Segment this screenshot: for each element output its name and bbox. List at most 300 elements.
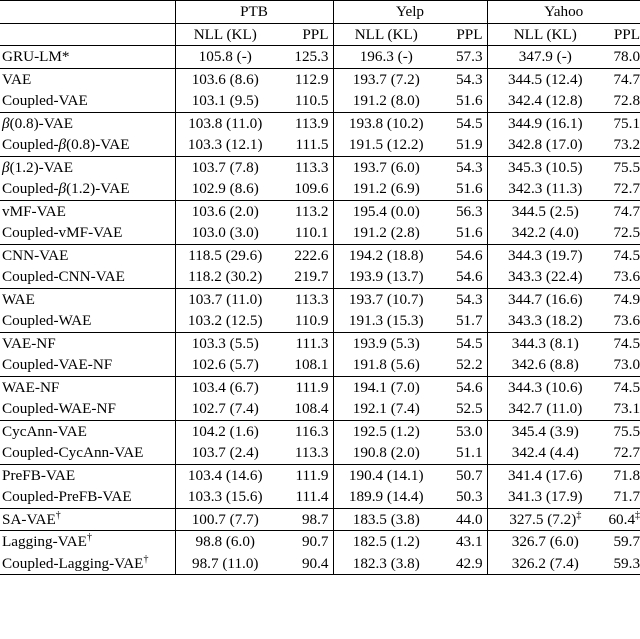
yelp-nll-cell-value: 194.2 (18.8) — [348, 246, 424, 264]
model-label: WAE — [2, 290, 35, 308]
ptb-ppl-cell — [275, 244, 333, 266]
yelp-ppl-cell-value: 51.1 — [455, 444, 483, 461]
yelp-ppl-cell — [439, 354, 487, 376]
model-name — [0, 288, 175, 310]
ptb-ppl-cell — [275, 553, 333, 575]
yahoo-ppl-cell-value: 74.7 — [613, 70, 640, 88]
model-label: CycAnn-VAE — [2, 422, 87, 440]
ptb-nll-cell — [175, 68, 275, 90]
yelp-ppl-cell-value: 51.6 — [455, 224, 483, 241]
yelp-ppl-cell — [439, 288, 487, 310]
yelp-ppl-cell — [439, 332, 487, 354]
yelp-ppl-cell — [439, 266, 487, 288]
yelp-ppl-cell — [439, 68, 487, 90]
yelp-nll-cell — [333, 68, 439, 90]
table-row — [0, 288, 640, 310]
ptb-ppl-cell-value: 110.9 — [294, 312, 329, 329]
ptb-nll-cell — [175, 244, 275, 266]
yahoo-ppl-cell — [603, 156, 640, 178]
yelp-nll-cell-value: 190.4 (14.1) — [348, 466, 424, 484]
yelp-ppl-cell-value: 43.1 — [455, 533, 483, 550]
yelp-nll-cell-value: 191.2 (6.9) — [352, 180, 420, 197]
table-row — [0, 464, 640, 486]
yahoo-ppl-cell-value: 72.7 — [613, 180, 640, 197]
ptb-nll-cell-value: 100.7 (7.7) — [191, 510, 259, 528]
yahoo-nll-cell-value: 342.2 (4.0) — [511, 224, 579, 241]
yahoo-ppl-cell-value: 73.1 — [613, 400, 640, 417]
ptb-ppl-cell-value: 90.7 — [301, 533, 329, 550]
dataset-header-row — [0, 1, 640, 24]
yelp-ppl-cell — [439, 398, 487, 420]
ptb-ppl-cell-value: 111.4 — [295, 488, 329, 505]
model-name — [0, 420, 175, 442]
yelp-nll-cell — [333, 244, 439, 266]
model-suffix: (0.8)-VAE — [9, 114, 73, 132]
ptb-nll-cell-value: 103.6 (8.6) — [191, 70, 259, 88]
yelp-ppl-cell — [439, 156, 487, 178]
table-row — [0, 112, 640, 134]
table-row — [0, 178, 640, 200]
yahoo-ppl-cell-value: 59.7 — [613, 533, 640, 550]
yahoo-ppl-cell — [603, 178, 640, 200]
model-name — [0, 68, 175, 90]
yelp-nll-cell — [333, 531, 439, 553]
model-name — [0, 156, 175, 178]
yahoo-ppl-cell-value: 75.1 — [613, 114, 640, 132]
yahoo-ppl-cell — [603, 420, 640, 442]
yelp-ppl-cell-value: 50.3 — [455, 488, 483, 505]
model-prefix: Coupled- — [2, 180, 59, 197]
yelp-nll-cell — [333, 508, 439, 531]
yahoo-ppl-cell-value: 72.5 — [613, 224, 640, 241]
yahoo-nll-cell-value: 344.5 (2.5) — [511, 202, 579, 220]
ptb-ppl-cell-value: 111.3 — [295, 334, 329, 352]
beta-symbol: β — [2, 158, 10, 176]
model-label: Coupled-vMF-VAE — [2, 224, 123, 241]
yelp-nll-cell-value: 191.3 (15.3) — [348, 312, 424, 329]
dataset-header-yelp: Yelp — [333, 1, 487, 24]
yelp-ppl-cell-value: 54.6 — [455, 246, 483, 264]
yahoo-ppl-cell — [603, 464, 640, 486]
yelp-ppl-cell — [439, 553, 487, 575]
table-row — [0, 486, 640, 508]
header-empty-cell — [0, 1, 175, 24]
yelp-ppl-cell-value: 56.3 — [455, 202, 483, 220]
ptb-ppl-cell-value: 113.9 — [294, 114, 329, 132]
model-name — [0, 222, 175, 244]
yahoo-nll-cell-value: 344.3 (8.1) — [511, 334, 579, 352]
ptb-ppl-cell-value: 113.3 — [294, 158, 329, 176]
ptb-ppl-cell-value: 113.3 — [294, 444, 329, 461]
ptb-ppl-cell — [275, 46, 333, 69]
model-name — [0, 376, 175, 398]
yahoo-nll-cell-value: 345.4 (3.9) — [511, 422, 579, 440]
yahoo-nll-cell-value: 342.3 (11.3) — [508, 180, 583, 197]
yelp-nll-cell — [333, 46, 439, 69]
yelp-nll-cell-value: 193.9 (5.3) — [352, 334, 420, 352]
ptb-nll-cell-value: 102.6 (5.7) — [191, 356, 259, 373]
model-name — [0, 46, 175, 69]
yelp-ppl-cell-value: 54.3 — [455, 70, 483, 88]
ptb-ppl-cell-value: 108.4 — [294, 400, 329, 417]
ptb-ppl-cell-value: 108.1 — [294, 356, 329, 373]
ptb-nll-cell-value: 104.2 (1.6) — [191, 422, 259, 440]
yahoo-nll-cell-value: 342.8 (17.0) — [507, 136, 583, 153]
yahoo-ppl-cell-value: 72.8 — [613, 92, 640, 109]
ptb-ppl-cell — [275, 420, 333, 442]
table-row — [0, 244, 640, 266]
model-label: Coupled-VAE-NF — [2, 356, 113, 373]
yahoo-nll-cell — [487, 112, 603, 134]
table-row — [0, 531, 640, 553]
ptb-nll-cell-value: 103.8 (11.0) — [188, 114, 263, 132]
yahoo-nll-cell — [487, 398, 603, 420]
model-name — [0, 266, 175, 288]
yelp-ppl-cell-value: 51.6 — [455, 180, 483, 197]
ptb-nll-cell-value: 98.8 (6.0) — [195, 533, 255, 550]
yahoo-nll-cell — [487, 90, 603, 112]
yahoo-ppl-cell — [603, 442, 640, 464]
yelp-ppl-cell — [439, 420, 487, 442]
table-row — [0, 222, 640, 244]
ptb-nll-header: NLL (KL) — [175, 23, 275, 46]
ptb-nll-cell — [175, 332, 275, 354]
yahoo-ppl-header: PPL — [603, 23, 640, 46]
yahoo-nll-cell-value: 344.3 (19.7) — [507, 246, 583, 264]
ptb-ppl-cell-value: 90.4 — [301, 554, 329, 572]
yelp-nll-cell — [333, 486, 439, 508]
ptb-ppl-cell — [275, 156, 333, 178]
ptb-nll-cell — [175, 442, 275, 464]
ptb-ppl-cell-value: 98.7 — [301, 510, 329, 528]
ptb-ppl-cell-value: 110.1 — [294, 224, 329, 241]
yahoo-nll-cell — [487, 266, 603, 288]
yahoo-ppl-cell-value: 59.3 — [613, 554, 640, 572]
ptb-ppl-cell-value: 113.3 — [294, 290, 329, 308]
ptb-nll-cell — [175, 531, 275, 553]
ptb-nll-cell-value: 118.5 (29.6) — [188, 246, 263, 264]
yelp-nll-cell-value: 195.4 (0.0) — [352, 202, 420, 220]
yahoo-nll-cell-value: 326.7 (6.0) — [511, 533, 579, 550]
yelp-ppl-cell — [439, 310, 487, 332]
ptb-nll-cell-value: 103.7 (2.4) — [191, 444, 259, 461]
yahoo-ppl-cell — [603, 288, 640, 310]
yelp-ppl-cell-value: 54.6 — [455, 268, 483, 285]
table-row — [0, 200, 640, 222]
table-row — [0, 442, 640, 464]
ptb-ppl-header: PPL — [275, 23, 333, 46]
ptb-nll-cell — [175, 200, 275, 222]
yelp-nll-cell-value: 191.5 (12.2) — [348, 136, 424, 153]
yelp-nll-cell — [333, 442, 439, 464]
ptb-ppl-cell-value: 219.7 — [294, 268, 329, 285]
yelp-nll-cell — [333, 222, 439, 244]
ptb-nll-cell — [175, 464, 275, 486]
ptb-ppl-cell — [275, 222, 333, 244]
ptb-nll-cell — [175, 420, 275, 442]
yelp-ppl-cell — [439, 222, 487, 244]
ptb-ppl-cell-value: 112.9 — [294, 70, 329, 88]
ptb-nll-cell-value: 103.7 (11.0) — [188, 290, 263, 308]
yelp-nll-cell — [333, 134, 439, 156]
ptb-nll-cell — [175, 222, 275, 244]
ptb-ppl-cell — [275, 486, 333, 508]
ptb-ppl-cell — [275, 310, 333, 332]
ptb-ppl-cell — [275, 90, 333, 112]
table-row — [0, 398, 640, 420]
yelp-ppl-cell-value: 57.3 — [455, 48, 483, 65]
ptb-nll-cell-value: 103.4 (6.7) — [191, 378, 259, 396]
yelp-ppl-cell-value: 54.3 — [455, 290, 483, 308]
yahoo-nll-cell — [487, 442, 603, 464]
yahoo-nll-cell — [487, 332, 603, 354]
ptb-nll-cell — [175, 90, 275, 112]
model-label: vMF-VAE — [2, 202, 66, 220]
yahoo-nll-cell-value: 345.3 (10.5) — [507, 158, 583, 176]
ptb-nll-cell — [175, 156, 275, 178]
ptb-nll-cell-value: 103.2 (12.5) — [187, 312, 263, 329]
yelp-nll-cell-value: 193.7 (10.7) — [348, 290, 424, 308]
yelp-ppl-cell-value: 51.9 — [455, 136, 483, 153]
model-name — [0, 134, 175, 156]
yelp-nll-cell-value: 189.9 (14.4) — [348, 488, 424, 505]
ptb-nll-cell-value: 98.7 (11.0) — [191, 554, 259, 572]
yelp-nll-cell — [333, 420, 439, 442]
model-name — [0, 90, 175, 112]
model-label: Lagging-VAE — [2, 533, 87, 550]
yahoo-ppl-cell — [603, 46, 640, 69]
yahoo-ppl-cell — [603, 68, 640, 90]
model-name — [0, 486, 175, 508]
yahoo-ppl-cell — [603, 310, 640, 332]
yelp-ppl-cell-value: 54.5 — [455, 334, 483, 352]
model-name — [0, 178, 175, 200]
yelp-ppl-cell — [439, 244, 487, 266]
yahoo-ppl-cell-value: 60.4 — [608, 510, 636, 528]
ptb-ppl-cell-value: 111.5 — [295, 136, 329, 153]
yahoo-ppl-cell — [603, 134, 640, 156]
model-label: Coupled-Lagging-VAE — [2, 554, 144, 572]
yelp-ppl-cell-value: 54.5 — [455, 114, 483, 132]
yelp-ppl-cell — [439, 508, 487, 531]
yelp-ppl-cell — [439, 464, 487, 486]
yelp-nll-cell-value: 191.2 (2.8) — [352, 224, 420, 241]
table-row — [0, 68, 640, 90]
model-label: VAE-NF — [2, 334, 56, 352]
dagger-mark: † — [55, 509, 61, 521]
yelp-nll-cell — [333, 464, 439, 486]
model-suffix: (1.2)-VAE — [66, 180, 130, 197]
beta-symbol: β — [58, 180, 67, 197]
yahoo-nll-cell — [487, 310, 603, 332]
yelp-ppl-cell-value: 54.3 — [455, 158, 483, 176]
model-name — [0, 398, 175, 420]
model-name — [0, 553, 175, 575]
yelp-ppl-cell-value: 51.7 — [455, 312, 483, 329]
ptb-nll-cell — [175, 178, 275, 200]
yahoo-nll-cell-value: 344.5 (12.4) — [507, 70, 583, 88]
dataset-header-yahoo: Yahoo — [487, 1, 640, 24]
yelp-nll-cell-value: 183.5 (3.8) — [352, 510, 420, 528]
ptb-ppl-cell-value: 125.3 — [294, 48, 329, 65]
table-row — [0, 553, 640, 575]
yahoo-ppl-cell — [603, 200, 640, 222]
ptb-ppl-cell-value: 111.9 — [295, 378, 329, 396]
yahoo-nll-cell — [487, 134, 603, 156]
table-row — [0, 508, 640, 531]
model-label: Coupled-VAE — [2, 92, 88, 109]
ptb-ppl-cell — [275, 332, 333, 354]
yelp-ppl-cell — [439, 376, 487, 398]
model-name — [0, 112, 175, 134]
ptb-nll-cell-value: 103.3 (5.5) — [191, 334, 259, 352]
yahoo-nll-cell — [487, 508, 603, 531]
yelp-nll-cell — [333, 200, 439, 222]
yelp-nll-cell-value: 191.8 (5.6) — [352, 356, 420, 373]
ptb-ppl-cell — [275, 464, 333, 486]
table-row — [0, 156, 640, 178]
header-empty-cell — [0, 23, 175, 46]
ptb-nll-cell-value: 103.3 (15.6) — [187, 488, 263, 505]
yelp-nll-cell — [333, 156, 439, 178]
yelp-nll-cell-value: 196.3 (-) — [359, 48, 413, 65]
model-name — [0, 531, 175, 553]
model-name — [0, 508, 175, 531]
yelp-ppl-cell — [439, 200, 487, 222]
yahoo-ppl-cell-value: 72.7 — [613, 444, 640, 461]
yelp-ppl-cell-value: 54.6 — [455, 378, 483, 396]
yelp-nll-cell-value: 193.9 (13.7) — [348, 268, 424, 285]
yelp-ppl-cell — [439, 46, 487, 69]
yahoo-nll-cell — [487, 354, 603, 376]
yelp-ppl-cell — [439, 90, 487, 112]
ptb-nll-cell-value: 103.0 (3.0) — [191, 224, 259, 241]
yelp-nll-cell-value: 193.7 (6.0) — [352, 158, 420, 176]
model-name — [0, 354, 175, 376]
model-label: Coupled-CNN-VAE — [2, 268, 125, 285]
table-row — [0, 332, 640, 354]
yahoo-nll-cell-value: 342.6 (8.8) — [511, 356, 579, 373]
double-dagger-mark: ‡ — [576, 509, 582, 521]
model-label: SA-VAE — [2, 510, 56, 528]
yahoo-nll-cell — [487, 200, 603, 222]
yelp-nll-cell — [333, 112, 439, 134]
table-row — [0, 46, 640, 69]
yahoo-nll-cell — [487, 464, 603, 486]
metric-header-row — [0, 23, 640, 46]
ptb-nll-cell — [175, 486, 275, 508]
yelp-nll-cell — [333, 178, 439, 200]
yahoo-ppl-cell — [603, 222, 640, 244]
model-label: VAE — [2, 70, 32, 88]
ptb-nll-cell-value: 102.9 (8.6) — [191, 180, 259, 197]
yelp-nll-header: NLL (KL) — [333, 23, 439, 46]
yahoo-nll-cell — [487, 486, 603, 508]
table-row — [0, 376, 640, 398]
yelp-ppl-cell — [439, 531, 487, 553]
yelp-ppl-header: PPL — [439, 23, 487, 46]
yahoo-ppl-cell-value: 71.8 — [613, 466, 640, 484]
yahoo-ppl-cell — [603, 354, 640, 376]
double-dagger-mark: ‡ — [635, 509, 640, 521]
yelp-nll-cell-value: 194.1 (7.0) — [352, 378, 420, 396]
model-name — [0, 442, 175, 464]
ptb-ppl-cell-value: 111.9 — [295, 466, 329, 484]
yahoo-ppl-cell — [603, 376, 640, 398]
ptb-nll-cell — [175, 508, 275, 531]
yelp-ppl-cell-value: 42.9 — [455, 554, 483, 572]
ptb-ppl-cell-value: 113.2 — [294, 202, 329, 220]
yahoo-nll-cell — [487, 553, 603, 575]
yahoo-nll-cell-value: 347.9 (-) — [518, 48, 572, 65]
yelp-ppl-cell-value: 44.0 — [455, 510, 483, 528]
ptb-ppl-cell — [275, 68, 333, 90]
yahoo-nll-cell-value: 342.7 (11.0) — [508, 400, 583, 417]
model-label: Coupled-WAE — [2, 312, 92, 329]
yahoo-ppl-cell — [603, 90, 640, 112]
ptb-ppl-cell — [275, 508, 333, 531]
yahoo-nll-cell-value: 326.2 (7.4) — [511, 554, 579, 572]
yahoo-ppl-cell — [603, 244, 640, 266]
ptb-nll-cell-value: 103.3 (12.1) — [187, 136, 263, 153]
yahoo-nll-cell — [487, 288, 603, 310]
yelp-nll-cell-value: 182.5 (1.2) — [352, 533, 420, 550]
yahoo-nll-cell-value: 341.4 (17.6) — [507, 466, 583, 484]
ptb-nll-cell-value: 103.4 (14.6) — [187, 466, 263, 484]
yelp-nll-cell — [333, 376, 439, 398]
ptb-nll-cell-value: 105.8 (-) — [198, 48, 252, 65]
ptb-ppl-cell-value: 110.5 — [294, 92, 329, 109]
yelp-ppl-cell — [439, 486, 487, 508]
model-label: CNN-VAE — [2, 246, 69, 264]
yahoo-ppl-cell-value: 73.2 — [613, 136, 640, 153]
yahoo-ppl-cell-value: 75.5 — [613, 158, 640, 176]
yelp-ppl-cell-value: 51.6 — [455, 92, 483, 109]
yelp-nll-cell — [333, 332, 439, 354]
ptb-ppl-cell — [275, 531, 333, 553]
yelp-nll-cell — [333, 288, 439, 310]
model-name — [0, 310, 175, 332]
yelp-ppl-cell-value: 50.7 — [455, 466, 483, 484]
ptb-ppl-cell — [275, 354, 333, 376]
yahoo-ppl-cell-value: 74.5 — [613, 246, 640, 264]
yahoo-nll-cell — [487, 244, 603, 266]
model-label: Coupled-PreFB-VAE — [2, 488, 132, 505]
yahoo-nll-cell-value: 342.4 (4.4) — [511, 444, 579, 461]
ptb-ppl-cell — [275, 134, 333, 156]
yahoo-nll-cell — [487, 420, 603, 442]
yahoo-nll-header: NLL (KL) — [487, 23, 603, 46]
yahoo-ppl-cell-value: 74.5 — [613, 334, 640, 352]
yelp-ppl-cell-value: 53.0 — [455, 422, 483, 440]
ptb-ppl-cell — [275, 442, 333, 464]
yahoo-nll-cell — [487, 376, 603, 398]
yahoo-nll-cell — [487, 68, 603, 90]
ptb-ppl-cell — [275, 398, 333, 420]
ptb-ppl-cell — [275, 112, 333, 134]
yelp-nll-cell — [333, 354, 439, 376]
ptb-nll-cell — [175, 310, 275, 332]
ptb-ppl-cell — [275, 376, 333, 398]
model-name — [0, 332, 175, 354]
yahoo-ppl-cell-value: 74.7 — [613, 202, 640, 220]
model-label: GRU-LM* — [2, 48, 70, 65]
yahoo-nll-cell-value: 344.3 (10.6) — [507, 378, 583, 396]
yahoo-nll-cell-value: 344.9 (16.1) — [507, 114, 583, 132]
ptb-nll-cell — [175, 376, 275, 398]
model-label: Coupled-CycAnn-VAE — [2, 444, 144, 461]
yahoo-ppl-cell — [603, 398, 640, 420]
